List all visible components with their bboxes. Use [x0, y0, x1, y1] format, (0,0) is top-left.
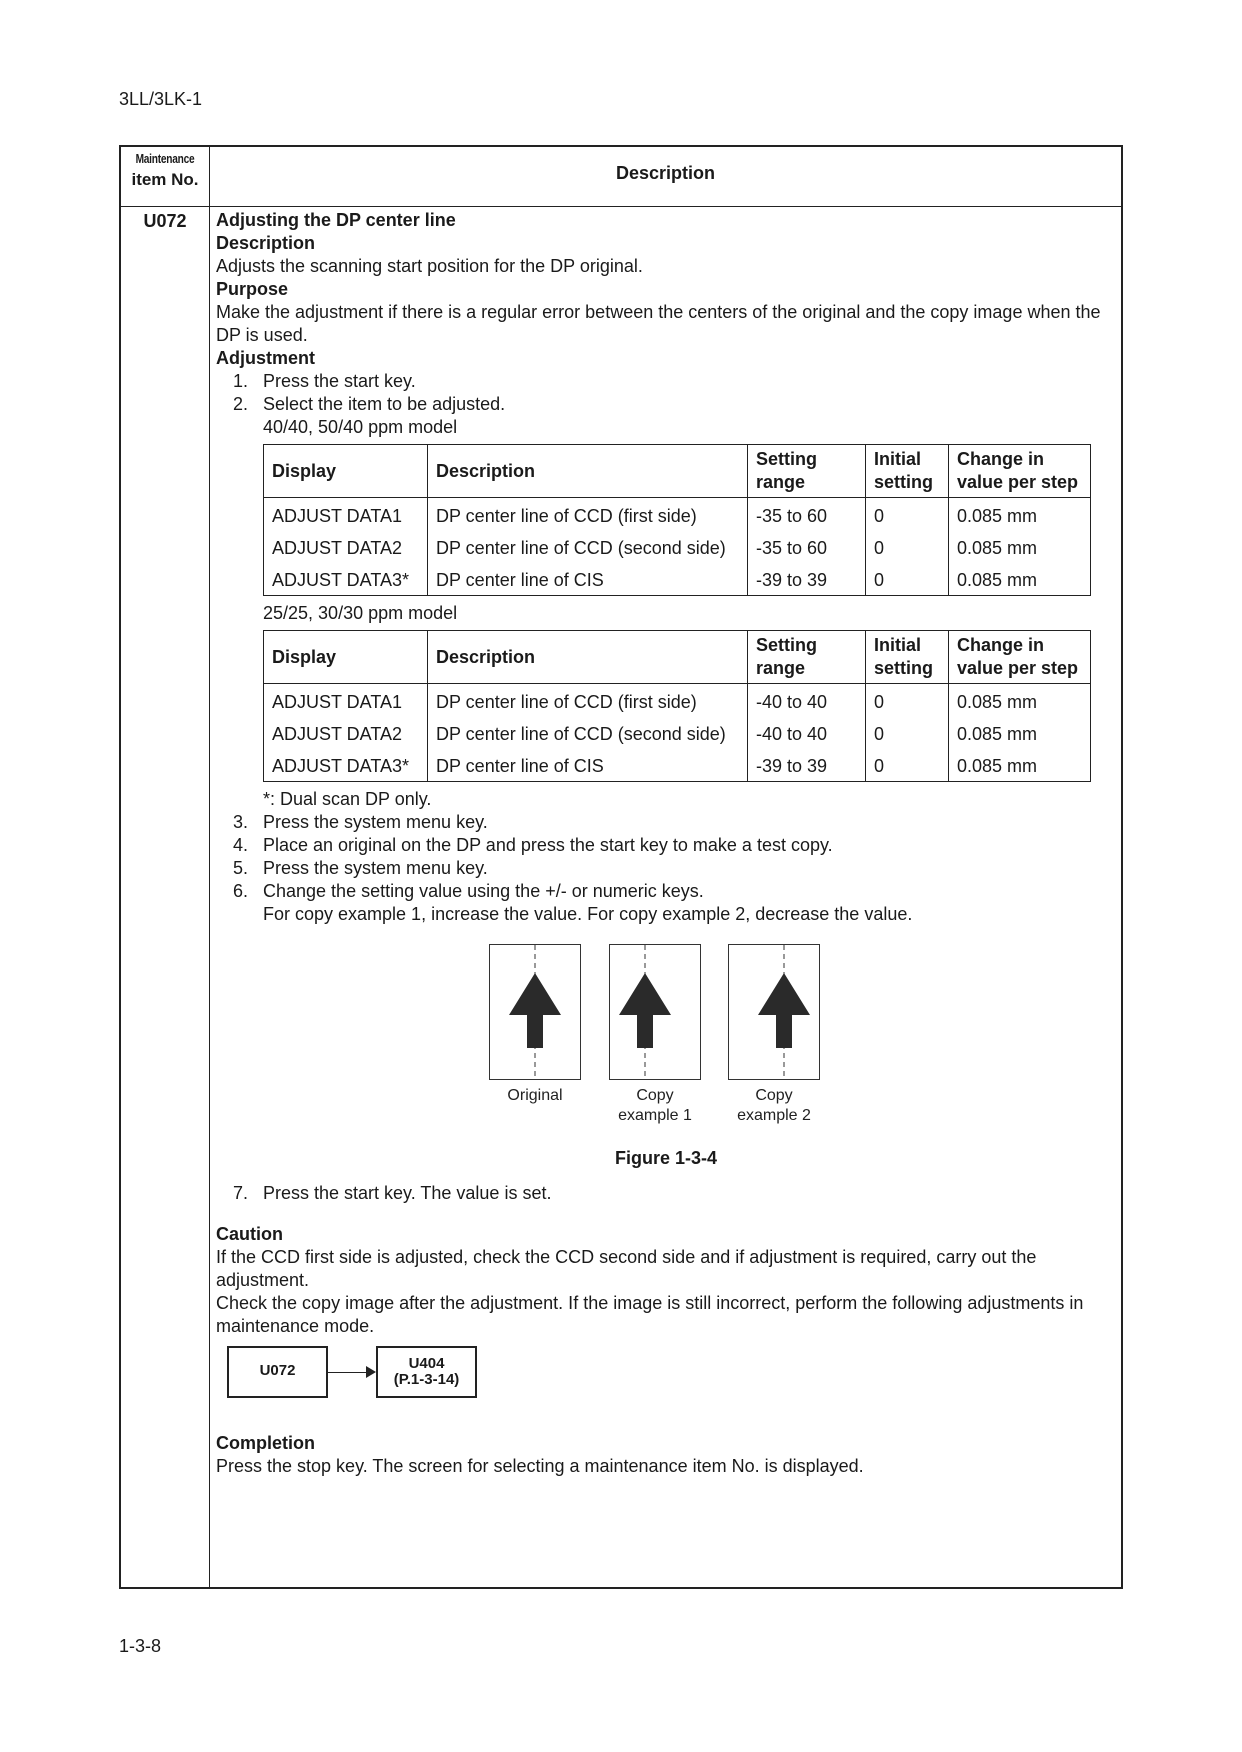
- step-text: Press the start key.: [263, 371, 416, 391]
- flow-box-u072: U072: [227, 1346, 328, 1398]
- completion-text: Press the stop key. The screen for selecting a maintenance item No. is displayed.: [216, 1456, 864, 1476]
- step-text: Press the start key. The value is set.: [263, 1183, 552, 1203]
- col-setting-range: Setting range: [748, 445, 866, 498]
- completion-heading: Completion: [216, 1433, 315, 1453]
- col-initial-setting: Initial setting: [866, 631, 949, 684]
- cell-step: 0.085 mm: [949, 564, 1091, 596]
- purpose-text: Make the adjustment if there is a regular error between the centers of the original and the copy image when the DP is used.: [216, 302, 1101, 345]
- cell-display: ADJUST DATA3*: [264, 750, 428, 782]
- table-row: [264, 564, 1091, 596]
- up-arrow-icon: [490, 945, 580, 1079]
- cell-display: ADJUST DATA1: [264, 498, 428, 533]
- original-sheet: [489, 944, 581, 1080]
- col-description: Description: [428, 631, 748, 684]
- step-number: 7.: [233, 1183, 249, 1203]
- up-arrow-icon: [729, 945, 819, 1079]
- settings-table-25ppm: [263, 630, 1091, 782]
- description-header: Description: [615, 163, 716, 183]
- adjustment-heading: Adjustment: [216, 348, 315, 368]
- cell-initial: 0: [866, 564, 949, 596]
- step-4: [216, 834, 1116, 857]
- cell-range: -39 to 39: [748, 750, 866, 782]
- cell-initial: 0: [866, 684, 949, 719]
- cell-description: DP center line of CCD (second side): [428, 532, 748, 564]
- maintenance-table: [119, 145, 1123, 1589]
- step-number: 5.: [233, 858, 249, 878]
- cell-step: 0.085 mm: [949, 532, 1091, 564]
- cell-range: -40 to 40: [748, 718, 866, 750]
- step-number: 4.: [233, 835, 249, 855]
- item-number: U072: [143, 211, 187, 231]
- arrow-right-icon: [366, 1366, 376, 1378]
- model-label: 40/40, 50/40 ppm model: [263, 417, 458, 437]
- table-header-row: [121, 147, 1121, 207]
- page-footer: 1-3-8: [119, 1636, 162, 1656]
- step-text: Press the system menu key.: [263, 858, 488, 878]
- figure-label: Original: [507, 1087, 563, 1104]
- step-1: [216, 370, 1116, 393]
- cell-initial: 0: [866, 498, 949, 533]
- step-number: 3.: [233, 812, 249, 832]
- table-row: [264, 532, 1091, 564]
- cell-display: ADJUST DATA2: [264, 718, 428, 750]
- step-6: [216, 880, 1116, 903]
- cell-range: -35 to 60: [748, 498, 866, 533]
- step-number: 2.: [233, 394, 249, 414]
- cell-description: DP center line of CIS: [428, 750, 748, 782]
- step-5: [216, 857, 1116, 880]
- col-change-per-step: Change in value per step: [949, 445, 1091, 498]
- step-text: Change the setting value using the +/- or numeric keys.: [263, 881, 704, 901]
- settings-table-40ppm: [263, 444, 1091, 596]
- col-display: Display: [264, 631, 428, 684]
- figure-label: Copy example 1: [618, 1087, 692, 1124]
- cell-initial: 0: [866, 750, 949, 782]
- col-initial-setting: Initial setting: [866, 445, 949, 498]
- cell-range: -35 to 60: [748, 532, 866, 564]
- cell-step: 0.085 mm: [949, 718, 1091, 750]
- cell-description: DP center line of CCD (first side): [428, 498, 748, 533]
- step-2: [216, 393, 1116, 416]
- copy-sheet: [609, 944, 701, 1080]
- table-row: [264, 718, 1091, 750]
- figure-center-line: [216, 944, 1116, 1168]
- table-footnote: *: Dual scan DP only.: [263, 789, 432, 809]
- caution-text-2: Check the copy image after the adjustment. If the image is still incorrect, perform the following adjustments in maintenance mode.: [216, 1293, 1084, 1336]
- cell-range: -39 to 39: [748, 564, 866, 596]
- cell-description: DP center line of CCD (second side): [428, 718, 748, 750]
- cell-initial: 0: [866, 718, 949, 750]
- caution-heading: Caution: [216, 1224, 283, 1244]
- figure-copy-example-1: [609, 944, 701, 1126]
- step-7: [216, 1182, 1116, 1205]
- cell-step: 0.085 mm: [949, 750, 1091, 782]
- figure-copy-example-2: [728, 944, 820, 1126]
- model-label: 25/25, 30/30 ppm model: [263, 603, 458, 623]
- table-header-row: [264, 445, 1091, 498]
- table-row: [264, 684, 1091, 719]
- step-3: [216, 811, 1116, 834]
- caution-text-1: If the CCD first side is adjusted, check the CCD second side and if adjustment is required, carry out the adjustment.: [216, 1247, 1037, 1290]
- cell-initial: 0: [866, 532, 949, 564]
- cell-display: ADJUST DATA3*: [264, 564, 428, 596]
- figure-original: [489, 944, 581, 1106]
- table-row: [264, 498, 1091, 533]
- col-display: Display: [264, 445, 428, 498]
- figure-label: Copy example 2: [737, 1087, 811, 1124]
- adjustment-flow: [216, 1346, 1116, 1406]
- step-number: 1.: [233, 371, 249, 391]
- cell-step: 0.085 mm: [949, 498, 1091, 533]
- item-no-header-line1: Maintenance: [135, 151, 195, 166]
- step-text: Press the system menu key.: [263, 812, 488, 832]
- col-change-per-step: Change in value per step: [949, 631, 1091, 684]
- column-divider: [209, 147, 210, 1587]
- table-header-row: [264, 631, 1091, 684]
- description-heading: Description: [216, 233, 316, 253]
- step-text: Place an original on the DP and press the start key to make a test copy.: [263, 835, 833, 855]
- cell-display: ADJUST DATA2: [264, 532, 428, 564]
- col-description: Description: [428, 445, 748, 498]
- step-text: Select the item to be adjusted.: [263, 394, 506, 414]
- item-no-header: [121, 151, 209, 190]
- page-header: 3LL/3LK-1: [119, 89, 203, 109]
- step-6-note: For copy example 1, increase the value. For copy example 2, decrease the value.: [263, 904, 913, 924]
- item-title: Adjusting the DP center line: [216, 210, 456, 230]
- cell-step: 0.085 mm: [949, 684, 1091, 719]
- description-text: Adjusts the scanning start position for the DP original.: [216, 256, 643, 276]
- table-row: [264, 750, 1091, 782]
- cell-range: -40 to 40: [748, 684, 866, 719]
- copy-sheet: [728, 944, 820, 1080]
- item-content: [216, 207, 1116, 1478]
- cell-description: DP center line of CIS: [428, 564, 748, 596]
- cell-display: ADJUST DATA1: [264, 684, 428, 719]
- item-no-header-line2: item No.: [131, 170, 199, 189]
- col-setting-range: Setting range: [748, 631, 866, 684]
- up-arrow-icon: [610, 945, 700, 1079]
- cell-description: DP center line of CCD (first side): [428, 684, 748, 719]
- flow-box-u404: U404 (P.1-3-14): [376, 1346, 477, 1398]
- purpose-heading: Purpose: [216, 279, 289, 299]
- step-number: 6.: [233, 881, 249, 901]
- figure-caption: Figure 1-3-4: [614, 1148, 718, 1168]
